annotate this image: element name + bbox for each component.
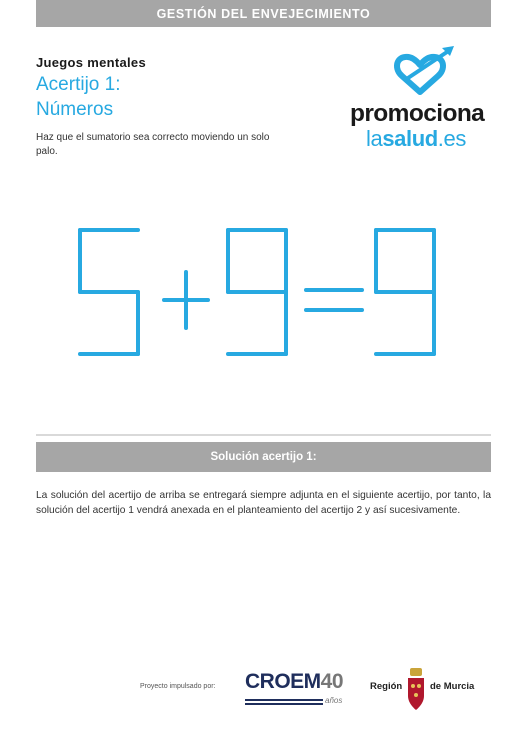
matchstick-equation <box>60 220 470 365</box>
solution-bar <box>36 442 491 472</box>
croem-word: CROEM <box>245 670 321 693</box>
page-title <box>36 72 120 122</box>
brand-salud: salud <box>382 126 438 151</box>
croem-logo <box>245 668 355 712</box>
murcia-crest-icon <box>406 668 426 712</box>
title-line-2: Números <box>36 99 114 120</box>
header-title: GESTIÓN DEL ENVEJECIMIENTO <box>156 6 371 21</box>
croem-years: años <box>325 696 343 705</box>
brand-logo <box>350 44 495 154</box>
brand-line-1: promociona <box>350 100 485 127</box>
section-divider <box>36 434 491 436</box>
croem-name <box>245 670 343 694</box>
brand-line-2 <box>366 126 466 152</box>
section-label: Juegos mentales <box>36 55 146 70</box>
region-left-text: Región <box>370 681 403 692</box>
header-bar <box>36 0 491 27</box>
footer-label: Proyecto impulsado por: <box>140 683 216 690</box>
croem-books-icon <box>245 698 323 706</box>
brand-suffix: .es <box>437 126 466 151</box>
title-line-1: Acertijo 1: <box>36 74 121 95</box>
instructions: Haz que el sumatorio sea correcto moviendo un solo palo. <box>36 132 270 157</box>
brand-la: la <box>366 126 383 151</box>
region-right-text: de Murcia <box>430 681 475 692</box>
croem-number: 40 <box>320 670 344 693</box>
matchstick-puzzle <box>60 220 470 365</box>
solution-text: La solución del acertijo de arriba se entregará siempre adjunta en el siguiente acertijo, por tanto, la solución del acertijo 1 vendrá anexada en el planteamiento del acertijo 2 y así sucesivamente. <box>36 490 491 516</box>
solution-title: Solución acertijo 1: <box>210 451 317 463</box>
region-murcia-logo <box>370 668 490 712</box>
heart-arrow-icon <box>350 44 495 104</box>
